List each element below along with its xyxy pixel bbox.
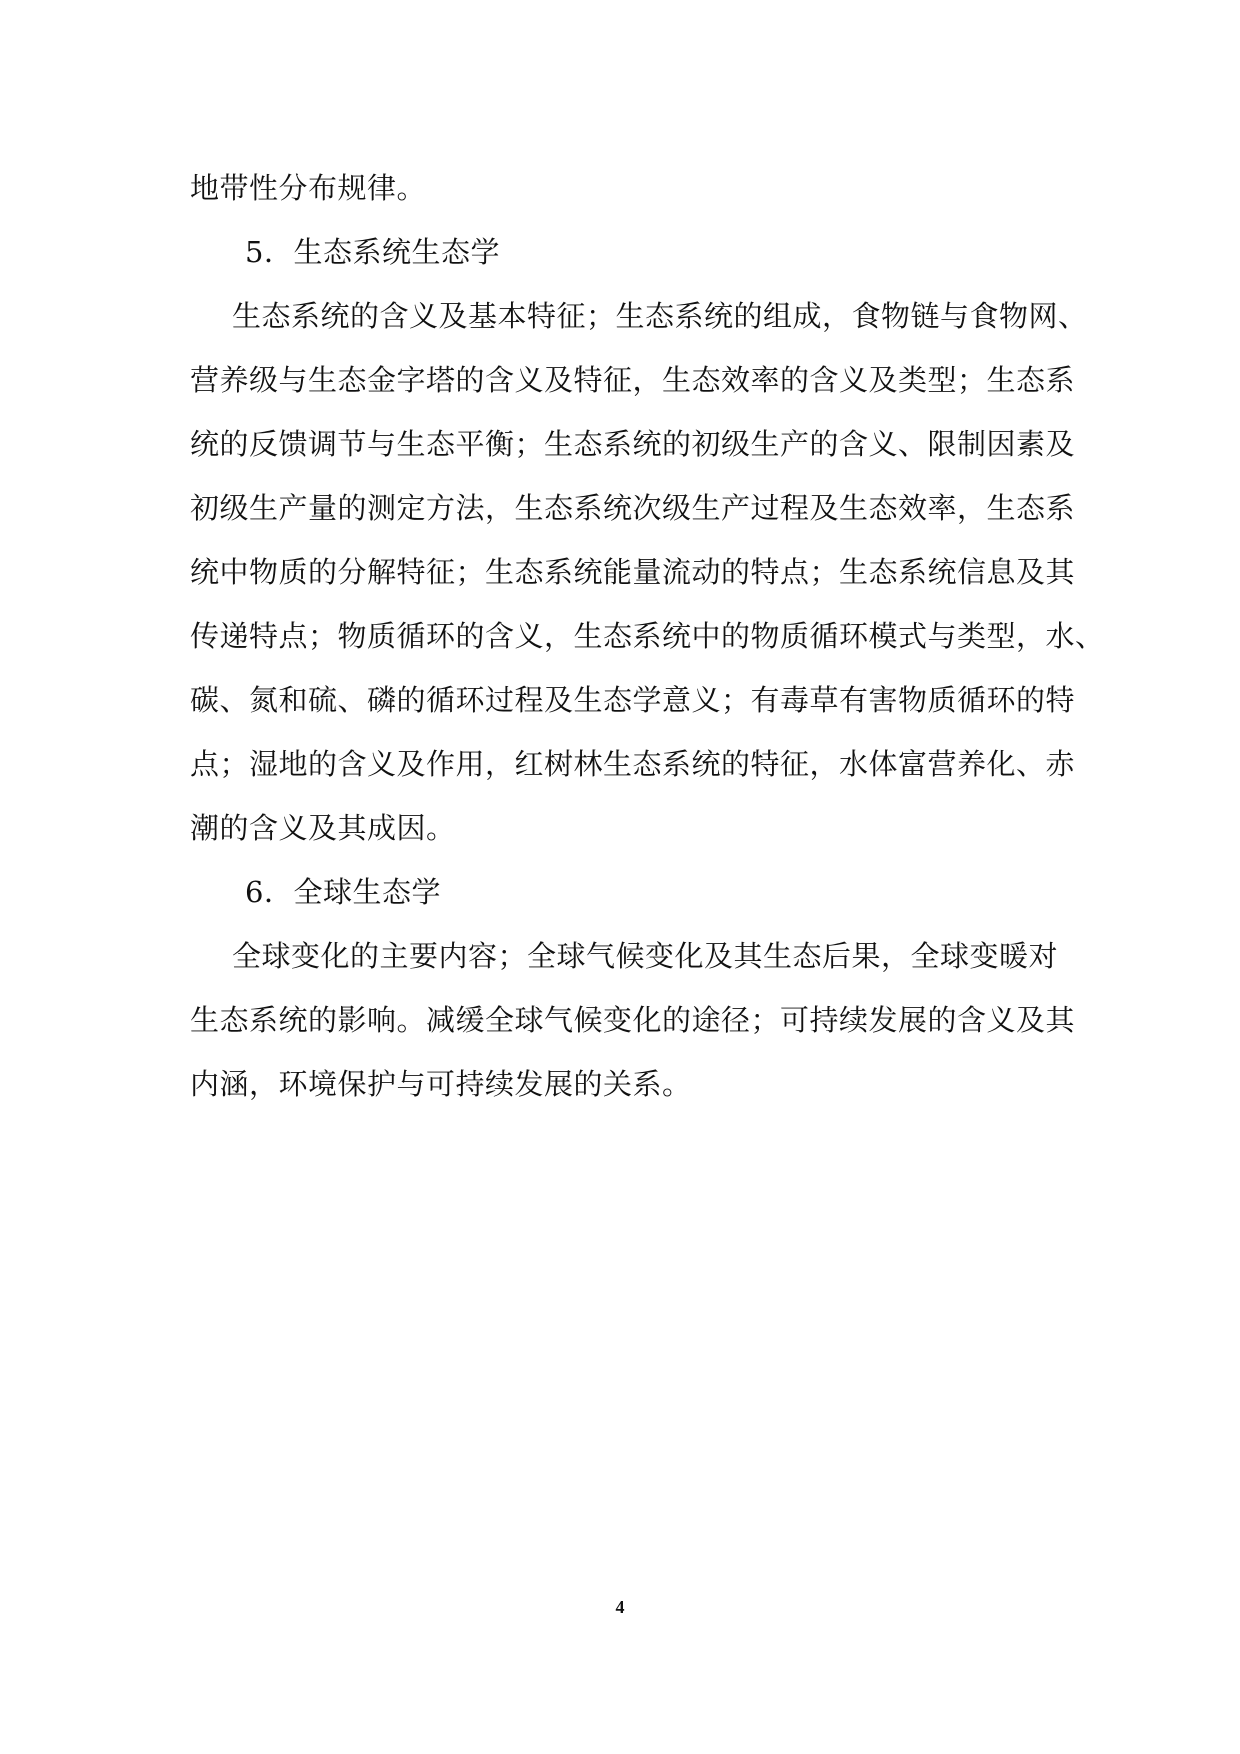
paragraph-continuation: 地带性分布规律。 — [190, 171, 427, 205]
document-body — [190, 156, 1105, 1116]
paragraph-line: 营养级与生态金字塔的含义及特征，生态效率的含义及类型；生态系 — [190, 363, 1076, 397]
paragraph-line: 内涵，环境保护与可持续发展的关系。 — [190, 1067, 692, 1101]
page-number: 4 — [615, 1597, 625, 1617]
section-heading-5: 5．生态系统生态学 — [245, 235, 500, 269]
paragraph-line: 生态系统的含义及基本特征；生态系统的组成，食物链与食物网、 — [232, 299, 1088, 333]
paragraph-line: 碳、氮和硫、磷的循环过程及生态学意义；有毒草有害物质循环的特 — [190, 683, 1076, 717]
section-heading-6: 6．全球生态学 — [245, 875, 441, 909]
paragraph-line: 统的反馈调节与生态平衡；生态系统的初级生产的含义、限制因素及 — [190, 427, 1076, 461]
paragraph-line: 点；湿地的含义及作用，红树林生态系统的特征，水体富营养化、赤 — [190, 747, 1076, 781]
paragraph-line: 传递特点；物质循环的含义，生态系统中的物质循环模式与类型，水、 — [190, 619, 1105, 653]
paragraph-line: 潮的含义及其成因。 — [190, 811, 456, 845]
paragraph-line: 初级生产量的测定方法，生态系统次级生产过程及生态效率，生态系 — [190, 491, 1076, 525]
paragraph-line: 生态系统的影响。减缓全球气候变化的途径；可持续发展的含义及其 — [190, 1003, 1076, 1037]
paragraph-line: 全球变化的主要内容；全球气候变化及其生态后果，全球变暖对 — [232, 939, 1059, 973]
paragraph-line: 统中物质的分解特征；生态系统能量流动的特点；生态系统信息及其 — [190, 555, 1076, 589]
